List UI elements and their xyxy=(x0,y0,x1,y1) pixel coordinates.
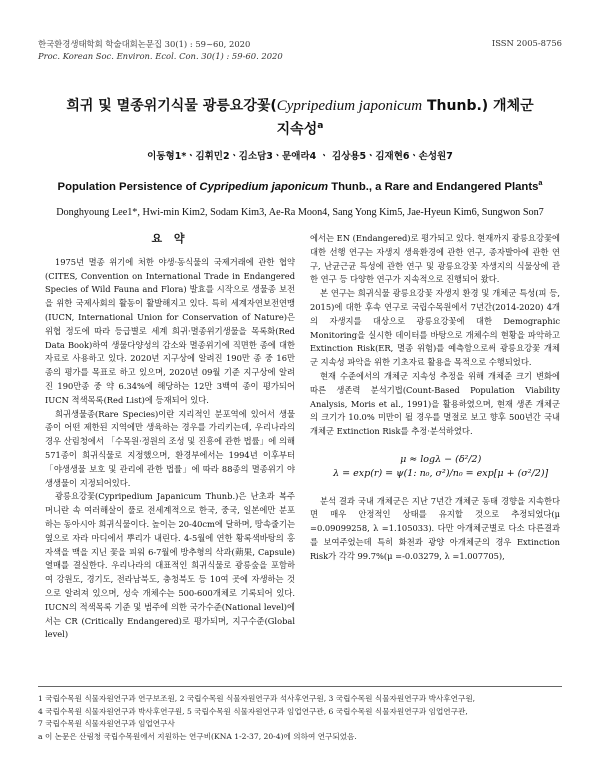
title-ko-species: Cypripedium japonicum xyxy=(276,98,423,114)
paragraph: 본 연구는 희귀식물 광릉요강꽃 자생지 환경 및 개체군 특성(피 등, 2015)에 대한 후속 연구로 국립수목원에서 7년간(2014-2020) 4개의 자생지를 대상으로 광릉요강꽃에 대한 Demographic Monitoring을 실시한 데이터를 바탕으로 개체수의 현황을 파악하고 Extinction Risk(ER, 멸종 위험)를 예측함으로써 광릉요강꽃 개체군 지속성 파악을 위한 기초자료 활용을 목적으로 수행되었다. xyxy=(310,288,560,368)
title-en-species: Cypripedium japonicum xyxy=(199,180,329,193)
paragraph: 1975년 멸종 위기에 처한 야생·동식물의 국제거래에 관한 협약(CITES, Convention on International Trade in Endangered Species of Wild Fauna and Flora) 발효를 시작으로 생물종 보전을 위한 국제사회의 활동이 활발해지고 있다. 특히 세계자연보전연맹(IUCN, International Union for Conservation of Nature)은 위협 정도에 따라 등급별로 세계 희귀·멸종위기생물을 목록화(Red Data Book)하여 생물다양성의 감소와 멸종위기에 직면한 종에 대한 자료로 사용하고 있다. 2020년 지구상에 알려진 190만 종 중 16만 종의 평가를 목표로 하고 있으며, 2020년 09월 기준 지구상에 알려진 190만종 중 약 6.34%에 해당하는 12만 3백여 종이 평가되어 IUCN 적색목록(Red List)에 등재되어 있다. xyxy=(45,256,295,405)
title-en-part1: Population Persistence of xyxy=(57,180,200,193)
title-en-part2: Thunb., a Rare and Endangered Plants xyxy=(328,180,539,193)
footnote: 1 국립수목원 식물자원연구과 연구보조원, 2 국립수목원 식물자원연구과 석사후연구원, 3 국립수목원 식물자원연구과 박사후연구원, xyxy=(38,694,476,703)
footnote: 7 국립수목원 식물자원연구과 임업연구사 xyxy=(38,719,175,728)
title-ko-line2: 지속성 xyxy=(276,121,318,138)
equation-mu: μ ≈ logλ − (δ²/2) xyxy=(400,453,482,465)
title-korean xyxy=(40,96,560,140)
paragraph: 희귀생물종(Rare Species)이란 지리적인 분포역에 있어서 생물종이 어떤 제한된 지역에만 생육하는 경우를 가리키는데, 우리나라의 경우 산림청에서 「수목원·정원의 조성 및 진흥에 관한 법률」에 의해 571종이 희귀식물로 지정했으며, 환경부에서는 1994년 이후부터 「야생생물 보호 및 관리에 관한 법률」에 따라 88종의 멸종위기 야생생물이 지정되어있다. xyxy=(45,408,295,488)
right-column xyxy=(310,232,560,564)
paragraph: 에서는 EN (Endangered)로 평가되고 있다. 현재까지 광릉요강꽃에 대한 선행 연구는 자생지 생육환경에 관한 연구, 종자발아에 관한 연구, 난균근균 특성에 관한 연구 및 광릉요강꽃 자생지의 식물상에 관한 연구 등 다양한 연구가 지속적으로 진행되어 왔다. xyxy=(310,233,560,285)
paragraph: 현재 수준에서의 개체군 지속성 추정을 위해 개체준 크기 변화에 따른 생존력 분석기법(Count-Based Population Viability Analysis, Moris et al., 1991)을 활용하였으며, 현재 생존 개체군의 크기가 10.0% 미만이 될 경우를 멸절로 보고 향후 500년간 국내 개체군 Extinction Risk를 추정·분석하였다. xyxy=(310,370,560,437)
authors-english: Donghyoung Lee1*, Hwi-min Kim2, Sodam Kim3, Ae-Ra Moon4, Sang Yong Kim5, Jae-Hyeun Kim6, Sungwon Son7 xyxy=(56,207,544,218)
journal-english: Proc. Korean Soc. Environ. Ecol. Con. 30(1) : 59-60. 2020 xyxy=(38,51,283,61)
left-column xyxy=(45,232,295,642)
equation-lambda: λ = exp(r) = ψ(1: n₀, σ²)/n₀ = exp[μ + (σ²/2)] xyxy=(333,467,549,479)
issn: ISSN 2005-8756 xyxy=(491,38,562,48)
title-en-footnote-mark: a xyxy=(538,178,543,187)
title-english xyxy=(30,178,570,193)
title-ko-part1: 희귀 및 멸종위기식물 광릉요강꽃( xyxy=(66,98,277,114)
footnotes xyxy=(38,686,562,743)
paragraph: 광릉요강꽃(Cypripedium Japanicum Thunb.)은 난초과 복주머니란 속 여러해살이 풀로 전세계적으로 한국, 중국, 일본에만 분포하는 동아시아 희귀식물이다. 높이는 20-40cm에 달하며, 땅속줄기는 옆으로 자라 마디에서 뿌리가 내린다. 4-5월에 연한 황록색바탕의 홍자색을 맥을 지닌 꽃을 피워 6-7월에 방추형의 삭과(蒴果, Capsule)열매를 결실한다. 우리나라의 대표적인 희귀식물로 광릉숲을 포함하여 강원도, 경기도, 전라남북도, 충청북도 등 10여 곳에 자생하는 것으로 알려져 있으며, 성숙 개체수는 500-600개체로 기록되어 있다. IUCN의 적색목록 기준 및 범주에 의한 국가수준(National level)에서는 CR (Critically Endangered)로 평가되며, 지구수준(Global level) xyxy=(45,491,295,640)
footnote: 4 국립수목원 식물자원연구과 박사후연구원, 5 국립수목원 식물자원연구과 임업연구관, 6 국립수목원 식물자원연구과 임업연구관, xyxy=(38,706,468,716)
abstract-heading: 요 약 xyxy=(151,232,189,245)
journal-korean: 한국환경생태학회 학술대회논문집 30(1) : 59~60, 2020 xyxy=(38,39,251,49)
paragraph: 분석 결과 국내 개체군은 지난 7년간 개체군 동태 경향을 지속한다면 매우 안정적인 상태를 유지할 것으로 추정되었다(μ =0.09099258, λ =1.105033). 다만 아개체군별로 다소 다른결과를 보여주었는데 특히 화천과 광양 아개체군의 경우 Extinction Risk가 각각 99.7%(μ =-0.03279, λ =1.007705), xyxy=(310,495,560,561)
title-ko-part2: Thunb.) 개체군 xyxy=(422,98,534,114)
title-ko-footnote-mark: a xyxy=(317,121,324,131)
authors-korean: 이동형1*ㆍ김휘민2ㆍ김소담3ㆍ문애라4 ㆍ 김상용5ㆍ김재현6ㆍ손성원7 xyxy=(147,151,453,162)
footnote: a 이 논문은 산림청 국립수목원에서 지원하는 연구비(KNA 1-2-37, 20-4)에 의하여 연구되었음. xyxy=(38,731,357,741)
